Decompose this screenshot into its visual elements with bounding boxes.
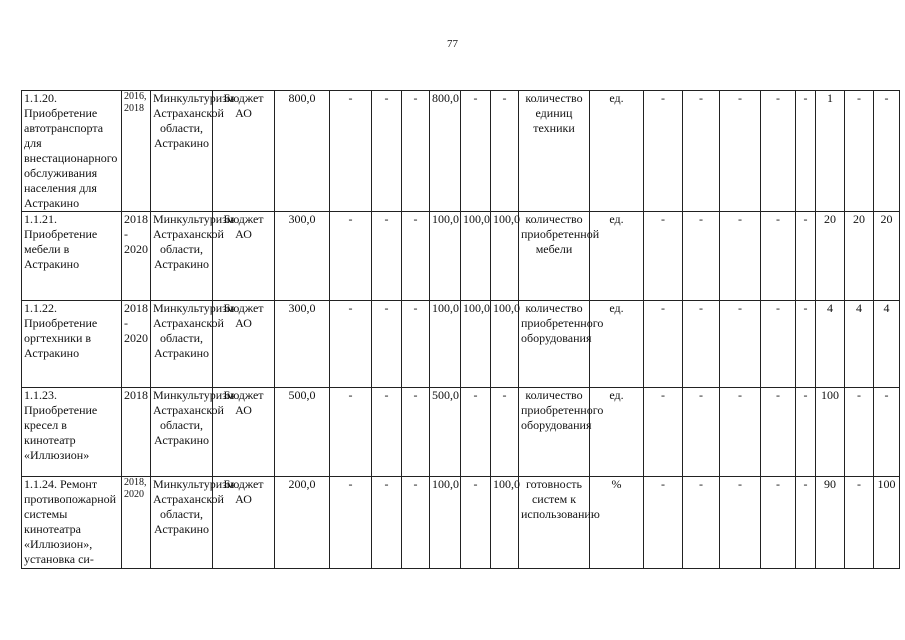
- target-value-cell: -: [720, 91, 761, 212]
- executor: Минкультуризм Астраханской области, Астракино: [151, 477, 213, 569]
- target-value-cell: 20: [816, 212, 845, 301]
- target-value-cell: -: [720, 301, 761, 388]
- funding-year-cell: -: [372, 301, 402, 388]
- target-value-cell: -: [761, 91, 796, 212]
- target-value-cell: -: [644, 477, 683, 569]
- funding-year-cell: -: [491, 91, 519, 212]
- funding-year-cell: -: [372, 212, 402, 301]
- funding-year-cell: 100,0: [461, 212, 491, 301]
- unit: ед.: [590, 388, 644, 477]
- target-value-cell: 90: [816, 477, 845, 569]
- implementation-years: 2018: [122, 388, 151, 477]
- target-value-cell: -: [796, 301, 816, 388]
- funding-source: Бюджет АО: [213, 212, 275, 301]
- target-value-cell: -: [874, 388, 900, 477]
- funding-year-cell: -: [461, 477, 491, 569]
- executor: Минкультуризм Астраханской области, Астракино: [151, 212, 213, 301]
- funding-year-cell: -: [330, 301, 372, 388]
- funding-year-cell: 100,0: [430, 477, 461, 569]
- unit: %: [590, 477, 644, 569]
- target-value-cell: -: [845, 91, 874, 212]
- funding-year-cell: -: [330, 212, 372, 301]
- target-value-cell: -: [644, 212, 683, 301]
- target-value-cell: 20: [874, 212, 900, 301]
- funding-year-cell: -: [402, 477, 430, 569]
- target-value-cell: 20: [845, 212, 874, 301]
- unit: ед.: [590, 91, 644, 212]
- funding-year-cell: -: [330, 91, 372, 212]
- target-value-cell: -: [761, 301, 796, 388]
- funding-source: Бюджет АО: [213, 301, 275, 388]
- activity-name: 1.1.21. Приобретение мебели в Астракино: [22, 212, 122, 301]
- funding-year-cell: 100,0: [461, 301, 491, 388]
- implementation-years: 2018 - 2020: [122, 301, 151, 388]
- funding-year-cell: -: [402, 388, 430, 477]
- target-value-cell: -: [683, 388, 720, 477]
- funding-year-cell: 800,0: [430, 91, 461, 212]
- indicator-name: количество приобретенного оборудования: [519, 301, 590, 388]
- funding-year-cell: 100,0: [491, 477, 519, 569]
- funding-year-cell: -: [461, 91, 491, 212]
- table-row: [22, 91, 900, 212]
- target-value-cell: -: [761, 212, 796, 301]
- table-row: [22, 301, 900, 388]
- funding-source: Бюджет АО: [213, 388, 275, 477]
- table-row: [22, 388, 900, 477]
- target-value-cell: -: [761, 477, 796, 569]
- target-value-cell: -: [683, 91, 720, 212]
- target-value-cell: -: [720, 388, 761, 477]
- target-value-cell: 4: [845, 301, 874, 388]
- funding-year-cell: 100,0: [430, 212, 461, 301]
- target-value-cell: -: [761, 388, 796, 477]
- funding-year-cell: -: [402, 301, 430, 388]
- funding-year-cell: -: [372, 388, 402, 477]
- executor: Минкультуризм Астраханской области, Астракино: [151, 91, 213, 212]
- unit: ед.: [590, 301, 644, 388]
- target-value-cell: 100: [874, 477, 900, 569]
- target-value-cell: -: [874, 91, 900, 212]
- funding-year-cell: 100,0: [491, 301, 519, 388]
- unit: ед.: [590, 212, 644, 301]
- target-value-cell: -: [796, 388, 816, 477]
- funding-year-cell: 500,0: [430, 388, 461, 477]
- target-value-cell: 4: [874, 301, 900, 388]
- target-value-cell: 4: [816, 301, 845, 388]
- funding-year-cell: -: [330, 477, 372, 569]
- target-value-cell: -: [644, 91, 683, 212]
- target-value-cell: -: [720, 477, 761, 569]
- activity-name: 1.1.20. Приобретение автотранспорта для внестационарного обслуживания населения для Астракино: [22, 91, 122, 212]
- indicator-name: количество приобретенной мебели: [519, 212, 590, 301]
- funding-year-cell: 100,0: [491, 212, 519, 301]
- funding-year-cell: -: [372, 477, 402, 569]
- funding-total: 300,0: [275, 212, 330, 301]
- executor: Минкультуризм Астраханской области, Астракино: [151, 301, 213, 388]
- table-row: [22, 477, 900, 569]
- target-value-cell: -: [845, 477, 874, 569]
- funding-year-cell: -: [330, 388, 372, 477]
- funding-year-cell: -: [402, 91, 430, 212]
- table-row: [22, 212, 900, 301]
- funding-year-cell: -: [461, 388, 491, 477]
- executor: Минкультуризм Астраханской области, Астракино: [151, 388, 213, 477]
- target-value-cell: -: [845, 388, 874, 477]
- activity-name: 1.1.24. Ремонт противопожарной системы кинотеатра «Иллюзион», установка си-: [22, 477, 122, 569]
- implementation-years: 2018 - 2020: [122, 212, 151, 301]
- indicator-name: количество приобретенного оборудования: [519, 388, 590, 477]
- activity-name: 1.1.23. Приобретение кресел в кинотеатр «Иллюзион»: [22, 388, 122, 477]
- indicator-name: количество единиц техники: [519, 91, 590, 212]
- funding-year-cell: -: [372, 91, 402, 212]
- implementation-years: 2018, 2020: [122, 477, 151, 569]
- funding-year-cell: 100,0: [430, 301, 461, 388]
- target-value-cell: -: [683, 301, 720, 388]
- activity-name: 1.1.22. Приобретение оргтехники в Астракино: [22, 301, 122, 388]
- funding-source: Бюджет АО: [213, 91, 275, 212]
- target-value-cell: -: [796, 477, 816, 569]
- funding-total: 200,0: [275, 477, 330, 569]
- target-value-cell: -: [683, 477, 720, 569]
- page-number: 77: [447, 38, 458, 50]
- target-value-cell: -: [720, 212, 761, 301]
- funding-year-cell: -: [402, 212, 430, 301]
- funding-total: 300,0: [275, 301, 330, 388]
- indicator-name: готовность систем к использованию: [519, 477, 590, 569]
- funding-year-cell: -: [491, 388, 519, 477]
- funding-source: Бюджет АО: [213, 477, 275, 569]
- target-value-cell: -: [644, 301, 683, 388]
- program-activities-table: [21, 90, 900, 569]
- implementation-years: 2016, 2018: [122, 91, 151, 212]
- target-value-cell: -: [683, 212, 720, 301]
- funding-total: 800,0: [275, 91, 330, 212]
- target-value-cell: -: [644, 388, 683, 477]
- funding-total: 500,0: [275, 388, 330, 477]
- target-value-cell: -: [796, 212, 816, 301]
- target-value-cell: 100: [816, 388, 845, 477]
- target-value-cell: -: [796, 91, 816, 212]
- target-value-cell: 1: [816, 91, 845, 212]
